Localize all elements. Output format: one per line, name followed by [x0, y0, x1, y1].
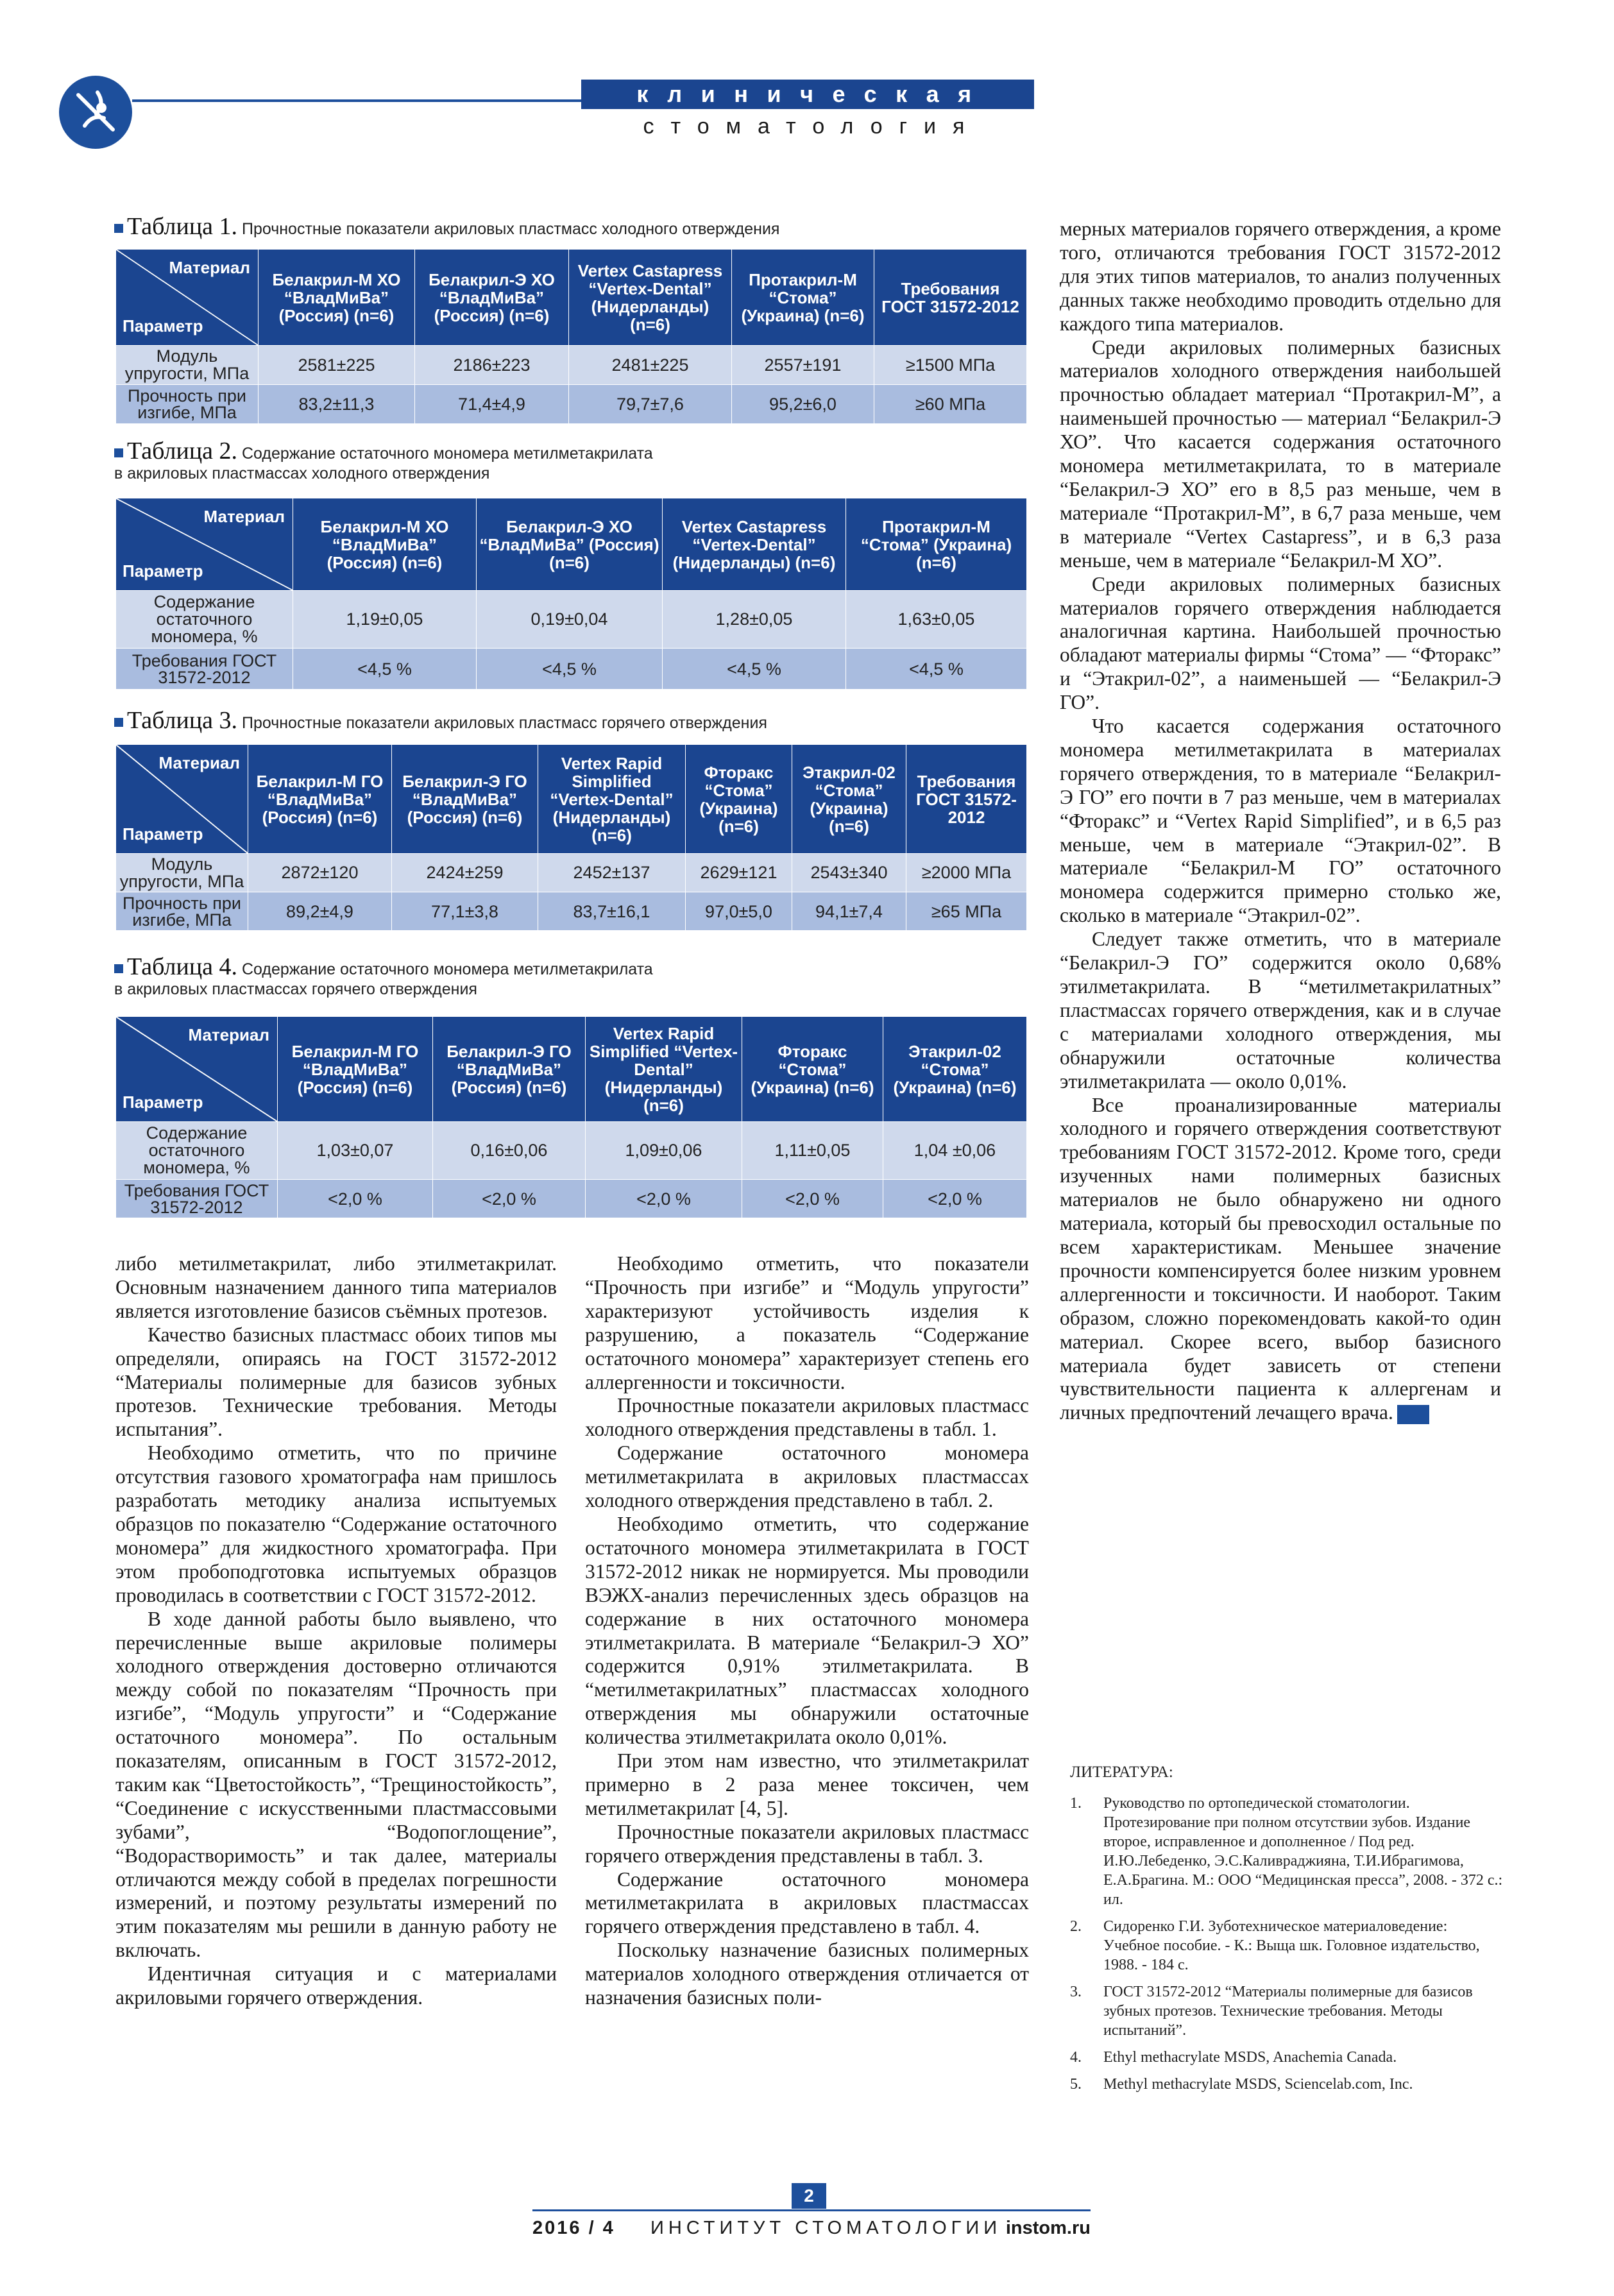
column-header: Белакрил-Э ХО “ВладМиВа” (Россия) (n=6) [477, 498, 663, 591]
paragraph: мерных материалов горячего отверждения, а кроме того, отличаются требования ГОСТ 31572-2012 для этих типов материалов, то анализ полученных данных также необходимо проводить отдельно для каждого типа материалов. [1060, 217, 1501, 335]
tooth-logo-icon [59, 76, 132, 149]
paragraph: Поскольку назначение базисных полимерных материалов холодного отверждения отличается от назначения базисных поли- [585, 1939, 1029, 2009]
row-label: Модуль упругости, МПа [116, 346, 259, 385]
reference-item: 2. Сидоренко Г.И. Зуботехническое материаловедение: Учебное пособие. - К.: Выща шк. Головное издательство, 1988. - 184 с. [1070, 1918, 1480, 1973]
table-header-corner: Материал Параметр [116, 250, 259, 346]
column-header: Протакрил-М “Стома” (Украина) (n=6) [846, 498, 1027, 591]
paragraph: Идентичная ситуация и с материалами акриловыми горячего отверждения. [115, 1962, 557, 2009]
table-cell: 97,0±5,0 [686, 892, 792, 931]
table-cell: 1,09±0,06 [586, 1122, 742, 1180]
table-cell: 0,19±0,04 [477, 591, 663, 649]
table-row [116, 346, 1027, 385]
column-header: Vertex Rapid Simplified “Vertex-Dental” (Нидерланды) (n=6) [586, 1017, 742, 1122]
paragraph: Прочностные показатели акриловых пластмасс холодного отверждения представлены в табл. 1. [585, 1394, 1029, 1441]
paragraph: Среди акриловых полимерных базисных материалов холодного отверждения наибольшей прочностью обладает материал “Протакрил-М”, а наименьшей прочностью — материал “Белакрил-Э ХО”. Что касается содержания остаточного мономера метилметакрилата, то в материале “Белакрил-Э ХО” его в 8,5 раз меньше, чем в материале “Протакрил-М”, в 6,7 раза меньше, чем в материале “Vertex Castapress”, и в 6,3 раза меньше, чем в материале “Белакрил-М ХО”. [1060, 336, 1501, 572]
website-link[interactable]: instom.ru [1005, 2218, 1091, 2238]
journal-title: клиническая [581, 80, 1034, 109]
column-header: Vertex Castapress “Vertex-Dental” (Нидерланды) (n=6) [569, 250, 732, 346]
table-4-caption: Таблица 4. Содержание остаточного мономера метилметакрилата в акриловых пластмассах горячего отверждения [114, 953, 653, 998]
row-label: Прочность при изгибе, МПа [116, 385, 259, 424]
journal-subtitle: стоматология [643, 114, 981, 139]
row-label: Требования ГОСТ 31572-2012 [116, 649, 293, 690]
table-row [116, 591, 1027, 649]
table-cell: ≥1500 МПа [874, 346, 1027, 385]
table-cell: <2,0 % [278, 1180, 433, 1218]
table-cell: 1,28±0,05 [663, 591, 846, 649]
paragraph: Необходимо отметить, что показатели “Прочность при изгибе” и “Модуль упругости” характеризуют устойчивость изделия к разрушению, а показатель “Содержание остаточного мономера” характеризует степень его аллергенности и токсичности. [585, 1252, 1029, 1393]
reference-item: 1. Руководство по ортопедической стоматологии. Протезирование при полном отсутствии зубов. Издание второе, исправленное и дополненное / Под ред. И.Ю.Лебеденко, Э.С.Каливраджияна, Т.И.Ибрагимова, Е.А.Брагина. М.: ООО “Медицинская пресса”, 2008. - 372 с.: ил. [1070, 1795, 1503, 1908]
table-cell: <2,0 % [883, 1180, 1027, 1218]
table-2 [115, 498, 1027, 690]
table-row [116, 1180, 1027, 1218]
column-header: Фторакс “Стома” (Украина) (n=6) [686, 745, 792, 854]
column-header: Требования ГОСТ 31572-2012 [874, 250, 1027, 346]
column-header: Этакрил-02 “Стома” (Украина) (n=6) [792, 745, 906, 854]
table-cell: ≥60 МПа [874, 385, 1027, 424]
table-cell: 95,2±6,0 [732, 385, 874, 424]
table-cell: ≥65 МПа [906, 892, 1027, 931]
table-cell: 71,4±4,9 [415, 385, 569, 424]
row-label: Модуль упругости, МПа [116, 854, 248, 892]
table-cell: 1,03±0,07 [278, 1122, 433, 1180]
table-header-corner: Материал Параметр [116, 1017, 278, 1122]
paragraph: В ходе данной работы было выявлено, что перечисленные выше акриловые полимеры холодного отверждения достоверно отличаются между собой по показателям “Прочность при изгибе”, “Модуль упругости” и “Содержание остаточного мономера”. По остальным показателям, описанным в ГОСТ 31572-2012, таким как “Цветостойкость”, “Трещиностойкость”, “Соединение с искусственными пластмассовыми зубами”, “Водопоглощение”, “Водорастворимость” и так далее, материалы отличаются между собой в пределах погрешности измерений, и поэтому результаты измерений по этим показателям мы решили в данную работу не включать. [115, 1607, 557, 1962]
table-cell: 2872±120 [248, 854, 392, 892]
bullet-square-icon [114, 224, 123, 233]
column-header: Vertex Rapid Simplified “Vertex-Dental” (Нидерланды) (n=6) [538, 745, 686, 854]
table-cell: 1,04 ±0,06 [883, 1122, 1027, 1180]
paragraph: Необходимо отметить, что содержание остаточного мономера этилметакрилата в ГОСТ 31572-2012 никак не нормируется. Мы проводили ВЭЖХ-анализ перечисленных здесь образцов на содержание в них остаточного мономера этилметакрилата. В материале “Белакрил-Э ХО” содержится 0,91% этилметакрилата. В “метилметакрилатных” пластмассах холодного отверждения мы обнаружили остаточные количества этилметакрилата около 0,01%. [585, 1512, 1029, 1749]
reference-item: 4. Ethyl methacrylate MSDS, Anachemia Canada. [1070, 2049, 1397, 2066]
bullet-square-icon [114, 448, 123, 457]
table-1 [115, 249, 1027, 424]
table-cell: 2543±340 [792, 854, 906, 892]
column-header: Белакрил-Э ХО “ВладМиВа” (Россия) (n=6) [415, 250, 569, 346]
table-cell: 1,11±0,05 [742, 1122, 883, 1180]
table-cell: <4,5 % [477, 649, 663, 690]
paragraph: Среди акриловых полимерных базисных материалов горячего отверждения наблюдается аналогичная картина. Наибольшей прочностью обладают материалы фирмы “Стома” — “Фторакс” и “Этакрил-02”, а наименьшей — “Белакрил-Э ГО”. [1060, 572, 1501, 714]
paragraph: Содержание остаточного мономера метилметакрилата в акриловых пластмассах холодного отверждения представлено в табл. 2. [585, 1441, 1029, 1512]
footer-rule [532, 2209, 1091, 2211]
table-cell: 2452±137 [538, 854, 686, 892]
column-header: Протакрил-М “Стома” (Украина) (n=6) [732, 250, 874, 346]
table-header-corner: Материал Параметр [116, 745, 248, 854]
table-3-caption: Таблица 3. Прочностные показатели акриловых пластмасс горячего отверждения [114, 711, 767, 733]
table-3 [115, 744, 1027, 931]
table-row [116, 649, 1027, 690]
table-cell: 79,7±7,6 [569, 385, 732, 424]
table-cell: <4,5 % [846, 649, 1027, 690]
table-row [116, 892, 1027, 931]
table-2-caption: Таблица 2. Содержание остаточного мономера метилметакрилата в акриловых пластмассах холодного отверждения [114, 438, 653, 482]
header-rule [132, 99, 581, 102]
paragraph: Содержание остаточного мономера метилметакрилата в акриловых пластмассах горячего отверждения представлено в табл. 4. [585, 1867, 1029, 1938]
table-cell: 1,19±0,05 [293, 591, 477, 649]
table-cell: 2581±225 [259, 346, 415, 385]
paragraph: Следует также отметить, что в материале “Белакрил-Э ГО” содержится около 0,68% этилметакрилата. В “метилметакрилатных” пластмассах горячего отверждения, как и в случае с материалами холодного отверждения, мы обнаружили остаточные количества этилметакрилата — около 0,01%. [1060, 928, 1501, 1093]
text-column-2 [585, 1252, 1029, 2010]
table-1-caption: Таблица 1. Прочностные показатели акриловых пластмасс холодного отверждения [114, 217, 779, 239]
table-cell: ≥2000 МПа [906, 854, 1027, 892]
footer [532, 2216, 1091, 2240]
references [1070, 1763, 1506, 2102]
table-cell: 2186±223 [415, 346, 569, 385]
end-of-article-badge: ИС [1397, 1405, 1429, 1424]
column-header: Белакрил-М ХО “ВладМиВа” (Россия) (n=6) [293, 498, 477, 591]
column-header: Белакрил-М ГО “ВладМиВа” (Россия) (n=6) [248, 745, 392, 854]
table-cell: 0,16±0,06 [433, 1122, 586, 1180]
paragraph: Необходимо отметить, что по причине отсутствия газового хроматографа нам пришлось разработать методику анализа испытуемых образцов по показателю “Содержание остаточного мономера” для жидкостного хроматографа. При этом пробоподготовка испытуемых образцов проводилась в соответствии с ГОСТ 31572-2012. [115, 1441, 557, 1606]
text-column-1 [115, 1252, 557, 2010]
table-cell: 2424±259 [392, 854, 538, 892]
row-label: Содержание остаточного мономера, % [116, 1122, 278, 1180]
bullet-square-icon [114, 718, 123, 727]
table-cell: 2481±225 [569, 346, 732, 385]
table-row [116, 1122, 1027, 1180]
column-header: Белакрил-М ХО “ВладМиВа” (Россия) (n=6) [259, 250, 415, 346]
table-cell: 83,2±11,3 [259, 385, 415, 424]
issue-number: 2016 / 4 [532, 2218, 615, 2238]
table-cell: 83,7±16,1 [538, 892, 686, 931]
column-header: Фторакс “Стома” (Украина) (n=6) [742, 1017, 883, 1122]
table-cell: 1,63±0,05 [846, 591, 1027, 649]
column-header: Требования ГОСТ 31572-2012 [906, 745, 1027, 854]
references-heading: ЛИТЕРАТУРА: [1070, 1764, 1173, 1781]
row-label: Содержание остаточного мономера, % [116, 591, 293, 649]
column-header: Белакрил-Э ГО “ВладМиВа” (Россия) (n=6) [392, 745, 538, 854]
paragraph: Что касается содержания остаточного мономера метилметакрилата в материалах горячего отверждения, то в материале “Белакрил-Э ГО” его почти в 7 раз меньше, чем в материалах “Фторакс” и “Vertex Rapid Simplified”, и в 6,5 раз меньше, чем в материале “Этакрил-02”. В материале “Белакрил-М ГО” остаточного мономера содержится примерно столько же, сколько в материале “Этакрил-02”. [1060, 715, 1501, 927]
row-label: Прочность при изгибе, МПа [116, 892, 248, 931]
table-cell: <2,0 % [586, 1180, 742, 1218]
page-number: 2 [792, 2183, 826, 2209]
table-cell: <2,0 % [742, 1180, 883, 1218]
paragraph: Прочностные показатели акриловых пластмасс горячего отверждения представлены в табл. 3. [585, 1820, 1029, 1867]
table-row [116, 854, 1027, 892]
table-cell: 2629±121 [686, 854, 792, 892]
column-header: Белакрил-М ГО “ВладМиВа” (Россия) (n=6) [278, 1017, 433, 1122]
column-header: Этакрил-02 “Стома” (Украина) (n=6) [883, 1017, 1027, 1122]
table-header-corner: Материал Параметр [116, 498, 293, 591]
table-cell: <4,5 % [293, 649, 477, 690]
reference-item: 3. ГОСТ 31572-2012 “Материалы полимерные для базисов зубных протезов. Технические требования. Методы испытаний”. [1070, 1984, 1473, 2039]
column-header: Vertex Castapress “Vertex-Dental” (Нидерланды) (n=6) [663, 498, 846, 591]
journal-name: ИНСТИТУТ СТОМАТОЛОГИИ [650, 2218, 1002, 2238]
paragraph: Все проанализированные материалы холодного и горячего отверждения соответствуют требованиям ГОСТ 31572-2012. Кроме того, среди изученных нами полимерных базисных материалов не было обнаружено ни одного материала, который бы превосходил остальные по всем характеристикам. Меньшее значение прочности компенсируется более низким уровнем аллергенности и токсичности. И наоборот. Таким образом, сложно порекомендовать какой-то один материал. Скорее всего, выбор базисного материала будет зависеть от степени чувствительности пациента к аллергенам и личных предпочтений лечащего врача. ИС [1060, 1093, 1501, 1424]
text-column-3 [1060, 217, 1501, 1425]
paragraph: Качество базисных пластмасс обоих типов мы определяли, опираясь на ГОСТ 31572-2012 “Материалы полимерные для базисов зубных протезов. Технические требования. Методы испытания”. [115, 1323, 557, 1441]
table-4 [115, 1016, 1027, 1218]
table-cell: 2557±191 [732, 346, 874, 385]
row-label: Требования ГОСТ 31572-2012 [116, 1180, 278, 1218]
paragraph: либо метилметакрилат, либо этилметакрилат. Основным назначением данного типа материалов является изготовление базисов съёмных протезов. [115, 1252, 557, 1322]
bullet-square-icon [114, 964, 123, 973]
table-cell: <2,0 % [433, 1180, 586, 1218]
table-cell: <4,5 % [663, 649, 846, 690]
column-header: Белакрил-Э ГО “ВладМиВа” (Россия) (n=6) [433, 1017, 586, 1122]
journal-logo [59, 76, 132, 149]
table-cell: 94,1±7,4 [792, 892, 906, 931]
reference-item: 5. Methyl methacrylate MSDS, Sciencelab.com, Inc. [1070, 2076, 1413, 2093]
table-row [116, 385, 1027, 424]
paragraph: При этом нам известно, что этилметакрилат примерно в 2 раза менее токсичен, чем метилметакрилат [4, 5]. [585, 1749, 1029, 1819]
table-cell: 89,2±4,9 [248, 892, 392, 931]
table-cell: 77,1±3,8 [392, 892, 538, 931]
